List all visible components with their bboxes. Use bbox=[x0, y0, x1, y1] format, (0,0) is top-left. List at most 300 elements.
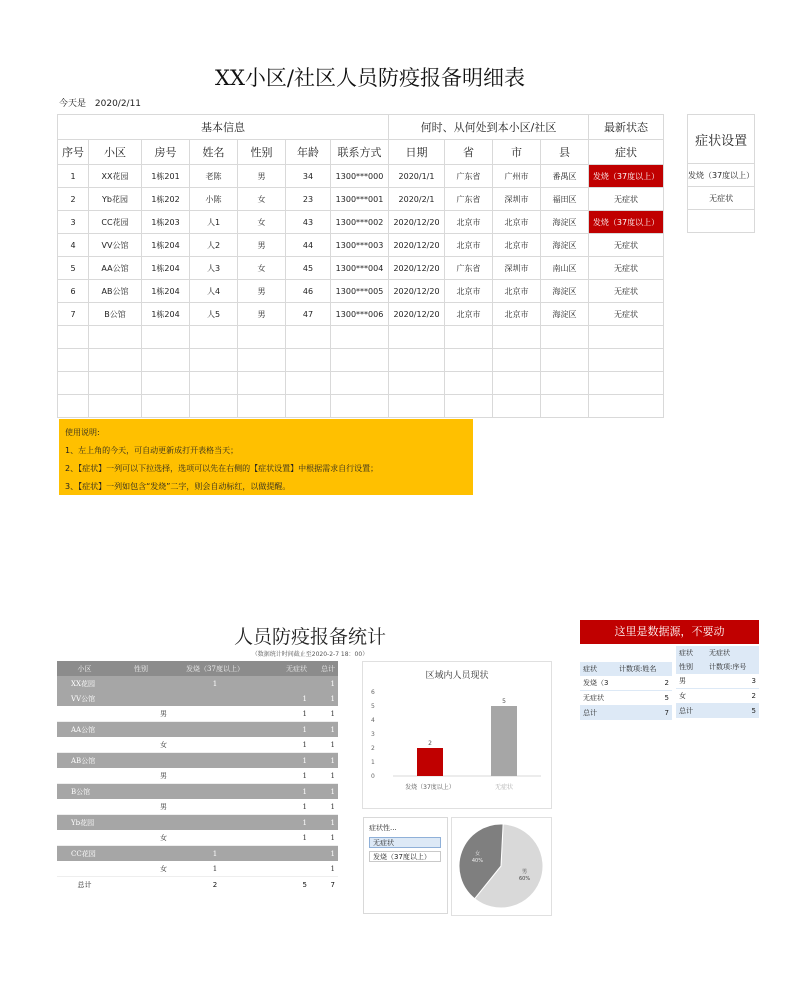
empty-cell[interactable] bbox=[58, 395, 89, 418]
pivot-cell: 1 bbox=[260, 815, 310, 831]
instructions-line: 3、【症状】一列如包含“发烧”二字，则会自动标红，以做提醒。 bbox=[65, 482, 291, 491]
empty-cell[interactable] bbox=[142, 395, 190, 418]
pivot-group-row bbox=[57, 815, 338, 831]
empty-cell[interactable] bbox=[190, 372, 238, 395]
chart-title: 区域内人员现状 bbox=[425, 671, 489, 681]
empty-cell[interactable] bbox=[58, 372, 89, 395]
stats-title: 人员防疫报备统计 bbox=[233, 626, 386, 648]
pivot-cell: 1 bbox=[310, 722, 338, 738]
pivot-cell bbox=[170, 784, 260, 800]
pivot-cell bbox=[170, 799, 260, 815]
table-row bbox=[58, 165, 664, 188]
pivot-cell: AB公馆 bbox=[57, 753, 112, 769]
src-total: 总计 bbox=[580, 706, 616, 721]
pivot-cell bbox=[170, 815, 260, 831]
today-row bbox=[59, 96, 141, 109]
table-cell[interactable]: 44 bbox=[286, 234, 331, 257]
pivot-cell bbox=[170, 768, 260, 784]
column-header: 姓名 bbox=[190, 140, 238, 165]
table-cell[interactable]: 北京市 bbox=[493, 234, 541, 257]
slicer-item[interactable]: 发烧（37度以上） bbox=[369, 851, 441, 862]
pivot-cell: 男 bbox=[112, 706, 170, 722]
table-cell[interactable]: 1栋204 bbox=[142, 303, 190, 326]
symptom-option-empty[interactable] bbox=[688, 210, 755, 233]
empty-cell[interactable] bbox=[190, 349, 238, 372]
empty-cell[interactable] bbox=[89, 349, 142, 372]
pivot-item-row bbox=[57, 737, 338, 753]
table-cell[interactable]: 男 bbox=[238, 165, 286, 188]
table-cell[interactable]: 人4 bbox=[190, 280, 238, 303]
empty-cell[interactable] bbox=[589, 395, 664, 418]
table-cell[interactable]: 海淀区 bbox=[541, 303, 589, 326]
pivot-cell bbox=[260, 861, 310, 877]
empty-cell[interactable] bbox=[445, 349, 493, 372]
symptom-cell[interactable]: 无症状 bbox=[589, 257, 664, 280]
table-cell[interactable]: Yb花园 bbox=[89, 188, 142, 211]
table-cell[interactable]: 34 bbox=[286, 165, 331, 188]
pivot-cell: 1 bbox=[170, 846, 260, 862]
pivot-group-row bbox=[57, 722, 338, 738]
pivot-cell: 1 bbox=[310, 799, 338, 815]
pivot-cell bbox=[112, 691, 170, 706]
table-cell[interactable]: 广州市 bbox=[493, 165, 541, 188]
table-cell[interactable]: 海淀区 bbox=[541, 280, 589, 303]
table-cell[interactable]: 男 bbox=[238, 303, 286, 326]
pivot-item-row bbox=[57, 830, 338, 846]
pivot-cell: 1 bbox=[260, 737, 310, 753]
table-cell[interactable]: VV公馆 bbox=[89, 234, 142, 257]
table-cell[interactable]: AB公馆 bbox=[89, 280, 142, 303]
table-cell[interactable]: CC花园 bbox=[89, 211, 142, 234]
table-cell[interactable]: 北京市 bbox=[445, 211, 493, 234]
empty-cell[interactable] bbox=[445, 395, 493, 418]
pivot-total-cell: 总计 bbox=[57, 877, 112, 893]
empty-row bbox=[58, 349, 664, 372]
empty-cell[interactable] bbox=[589, 326, 664, 349]
pivot-cell bbox=[57, 768, 112, 784]
pivot-cell: 1 bbox=[260, 691, 310, 706]
table-cell[interactable]: 北京市 bbox=[493, 303, 541, 326]
table-cell[interactable]: 1300***002 bbox=[331, 211, 389, 234]
empty-cell[interactable] bbox=[541, 349, 589, 372]
pivot-cell: AA公馆 bbox=[57, 722, 112, 738]
table-row bbox=[58, 257, 664, 280]
bar-chart bbox=[363, 662, 551, 808]
table-cell[interactable]: 5 bbox=[58, 257, 89, 280]
pivot-cell: 1 bbox=[260, 784, 310, 800]
pivot-cell: 1 bbox=[310, 768, 338, 784]
detail-title: XX小区/社区人员防疫报备明细表 bbox=[215, 66, 525, 90]
symptom-cell[interactable]: 无症状 bbox=[589, 188, 664, 211]
table-cell[interactable]: 2020/1/1 bbox=[389, 165, 445, 188]
pivot-cell bbox=[57, 830, 112, 846]
empty-cell[interactable] bbox=[541, 326, 589, 349]
pivot-cell: 女 bbox=[112, 861, 170, 877]
empty-cell[interactable] bbox=[58, 349, 89, 372]
pivot-header: 无症状 bbox=[260, 661, 310, 676]
pivot-cell: 1 bbox=[310, 706, 338, 722]
src-cell: 2 bbox=[616, 676, 672, 691]
empty-cell[interactable] bbox=[142, 349, 190, 372]
src-filter: 无症状 bbox=[706, 646, 759, 660]
empty-cell[interactable] bbox=[238, 349, 286, 372]
group-header-status: 最新状态 bbox=[589, 115, 664, 140]
pivot-item-row bbox=[57, 706, 338, 722]
table-cell[interactable]: 老陈 bbox=[190, 165, 238, 188]
pivot-cell: 1 bbox=[310, 846, 338, 862]
table-cell[interactable]: 1栋204 bbox=[142, 234, 190, 257]
table-cell[interactable]: 北京市 bbox=[445, 234, 493, 257]
pivot-cell bbox=[57, 799, 112, 815]
instructions-line: 1、左上角的今天，可自动更新成打开表格当天； bbox=[65, 446, 239, 455]
pivot-cell bbox=[112, 722, 170, 738]
src-header: 计数项:序号 bbox=[706, 660, 759, 674]
empty-cell[interactable] bbox=[286, 395, 331, 418]
pivot-header: 发烧（37度以上） bbox=[170, 661, 260, 676]
symptom-settings-table bbox=[687, 114, 755, 233]
pivot-cell: 1 bbox=[310, 691, 338, 706]
pivot-cell bbox=[170, 737, 260, 753]
table-cell[interactable]: 1 bbox=[58, 165, 89, 188]
y-tick-label: 6 bbox=[371, 689, 375, 696]
table-cell[interactable]: 北京市 bbox=[493, 211, 541, 234]
src-header: 性别 bbox=[676, 660, 706, 674]
pivot-cell: B公馆 bbox=[57, 784, 112, 800]
table-row bbox=[58, 234, 664, 257]
pivot-cell: 男 bbox=[112, 799, 170, 815]
group-header-travel: 何时、从何处到本小区/社区 bbox=[389, 115, 589, 140]
empty-row bbox=[58, 395, 664, 418]
symptom-cell[interactable]: 无症状 bbox=[589, 280, 664, 303]
group-header-basic: 基本信息 bbox=[58, 115, 389, 140]
table-cell[interactable]: 北京市 bbox=[493, 280, 541, 303]
table-cell[interactable]: 1栋204 bbox=[142, 280, 190, 303]
empty-cell[interactable] bbox=[493, 372, 541, 395]
table-cell[interactable]: 女 bbox=[238, 188, 286, 211]
table-cell[interactable]: 1300***000 bbox=[331, 165, 389, 188]
pivot-cell: 1 bbox=[260, 753, 310, 769]
table-cell[interactable]: 4 bbox=[58, 234, 89, 257]
empty-cell[interactable] bbox=[389, 395, 445, 418]
bar[interactable] bbox=[491, 706, 517, 776]
pivot-cell: 1 bbox=[260, 768, 310, 784]
table-cell[interactable]: 北京市 bbox=[445, 303, 493, 326]
column-header: 房号 bbox=[142, 140, 190, 165]
table-cell[interactable]: 2020/12/20 bbox=[389, 234, 445, 257]
pivot-cell: CC花园 bbox=[57, 846, 112, 862]
table-cell[interactable]: XX花园 bbox=[89, 165, 142, 188]
empty-cell[interactable] bbox=[331, 326, 389, 349]
symptom-cell[interactable]: 无症状 bbox=[589, 234, 664, 257]
pivot-table bbox=[57, 661, 338, 892]
src-filter: 症状 bbox=[676, 646, 706, 660]
table-cell[interactable]: 南山区 bbox=[541, 257, 589, 280]
pivot-item-row bbox=[57, 799, 338, 815]
table-cell[interactable]: 3 bbox=[58, 211, 89, 234]
data-label: 2 bbox=[428, 740, 432, 747]
pivot-cell bbox=[57, 737, 112, 753]
symptom-source-table bbox=[580, 662, 672, 720]
empty-cell[interactable] bbox=[445, 372, 493, 395]
column-header: 性别 bbox=[238, 140, 286, 165]
column-header: 序号 bbox=[58, 140, 89, 165]
table-cell[interactable]: 1栋204 bbox=[142, 257, 190, 280]
src-cell: 2 bbox=[706, 689, 759, 704]
pivot-total-cell: 7 bbox=[310, 877, 338, 893]
empty-cell[interactable] bbox=[331, 349, 389, 372]
table-cell[interactable]: 2020/12/20 bbox=[389, 303, 445, 326]
pivot-cell: 1 bbox=[310, 815, 338, 831]
table-cell[interactable]: 43 bbox=[286, 211, 331, 234]
pivot-cell bbox=[170, 722, 260, 738]
column-header: 县 bbox=[541, 140, 589, 165]
empty-cell[interactable] bbox=[286, 326, 331, 349]
pie-chart-card[interactable] bbox=[451, 817, 552, 916]
pivot-cell: 1 bbox=[260, 830, 310, 846]
pivot-cell: 1 bbox=[170, 861, 260, 877]
src-total: 7 bbox=[616, 706, 672, 721]
pivot-header: 小区 bbox=[57, 661, 112, 676]
empty-cell[interactable] bbox=[331, 372, 389, 395]
pivot-cell: 1 bbox=[310, 676, 338, 691]
table-cell[interactable]: 福田区 bbox=[541, 188, 589, 211]
empty-cell[interactable] bbox=[142, 372, 190, 395]
empty-cell[interactable] bbox=[190, 326, 238, 349]
empty-cell[interactable] bbox=[58, 326, 89, 349]
table-cell[interactable]: 1300***001 bbox=[331, 188, 389, 211]
column-header: 年龄 bbox=[286, 140, 331, 165]
table-cell[interactable]: 海淀区 bbox=[541, 234, 589, 257]
empty-cell[interactable] bbox=[142, 326, 190, 349]
pivot-cell: 1 bbox=[260, 706, 310, 722]
pivot-total-cell: 5 bbox=[260, 877, 310, 893]
pivot-cell bbox=[260, 676, 310, 691]
src-cell: 女 bbox=[676, 689, 706, 704]
table-cell[interactable]: 1300***004 bbox=[331, 257, 389, 280]
pivot-cell: 女 bbox=[112, 830, 170, 846]
symptom-cell[interactable]: 无症状 bbox=[589, 303, 664, 326]
pivot-cell: 1 bbox=[310, 784, 338, 800]
symptom-settings-title: 症状设置 bbox=[688, 115, 755, 164]
pivot-cell: 1 bbox=[310, 861, 338, 877]
table-cell[interactable]: 2020/2/1 bbox=[389, 188, 445, 211]
src-total: 总计 bbox=[676, 704, 706, 719]
y-tick-label: 4 bbox=[371, 717, 375, 724]
pivot-cell: 1 bbox=[260, 722, 310, 738]
pivot-total-cell: 2 bbox=[170, 877, 260, 893]
symptom-option[interactable]: 无症状 bbox=[688, 187, 755, 210]
empty-cell[interactable] bbox=[238, 372, 286, 395]
pivot-cell bbox=[112, 753, 170, 769]
table-cell[interactable]: 2020/12/20 bbox=[389, 257, 445, 280]
empty-cell[interactable] bbox=[89, 395, 142, 418]
pivot-cell bbox=[170, 706, 260, 722]
pivot-cell: XX花园 bbox=[57, 676, 112, 691]
pivot-cell bbox=[112, 846, 170, 862]
table-cell[interactable]: 小陈 bbox=[190, 188, 238, 211]
pivot-cell bbox=[57, 706, 112, 722]
symptom-slicer bbox=[363, 817, 448, 914]
src-total: 5 bbox=[706, 704, 759, 719]
pivot-cell: 1 bbox=[310, 753, 338, 769]
table-cell[interactable]: 23 bbox=[286, 188, 331, 211]
table-cell[interactable]: 45 bbox=[286, 257, 331, 280]
table-cell[interactable]: 女 bbox=[238, 257, 286, 280]
instructions-line: 2、【症状】一列可以下拉选择，选项可以先在右侧的【症状设置】中根据需求自行设置； bbox=[65, 464, 379, 473]
gender-source-table bbox=[676, 646, 759, 718]
table-cell[interactable]: 人2 bbox=[190, 234, 238, 257]
stats-subtitle: （数据统计时间截止至2020-2-7 18：00） bbox=[251, 651, 369, 658]
empty-cell[interactable] bbox=[238, 395, 286, 418]
table-row bbox=[58, 303, 664, 326]
table-row bbox=[58, 280, 664, 303]
table-cell[interactable]: 海淀区 bbox=[541, 211, 589, 234]
src-header: 症状 bbox=[580, 662, 616, 676]
pivot-cell: 1 bbox=[310, 830, 338, 846]
symptom-cell[interactable]: 发烧（37度以上） bbox=[589, 165, 664, 188]
pivot-cell bbox=[112, 676, 170, 691]
table-cell[interactable]: B公馆 bbox=[89, 303, 142, 326]
table-cell[interactable]: 1300***006 bbox=[331, 303, 389, 326]
table-cell[interactable]: 男 bbox=[238, 234, 286, 257]
table-cell[interactable]: 7 bbox=[58, 303, 89, 326]
table-cell[interactable]: AA公馆 bbox=[89, 257, 142, 280]
table-cell[interactable]: 47 bbox=[286, 303, 331, 326]
pivot-cell: 1 bbox=[260, 799, 310, 815]
slicer-item[interactable]: 无症状 bbox=[369, 837, 441, 848]
pivot-cell: Yb花园 bbox=[57, 815, 112, 831]
empty-cell[interactable] bbox=[493, 395, 541, 418]
table-row bbox=[58, 211, 664, 234]
pivot-cell bbox=[57, 861, 112, 877]
empty-cell[interactable] bbox=[89, 326, 142, 349]
empty-cell[interactable] bbox=[493, 326, 541, 349]
category-label: 发烧（37度以上） bbox=[405, 784, 455, 791]
empty-cell[interactable] bbox=[89, 372, 142, 395]
table-cell[interactable]: 6 bbox=[58, 280, 89, 303]
pivot-header: 总计 bbox=[310, 661, 338, 676]
table-cell[interactable]: 2020/12/20 bbox=[389, 211, 445, 234]
src-header: 计数项:姓名 bbox=[616, 662, 672, 676]
src-cell: 发烧（3 bbox=[580, 676, 616, 691]
src-cell: 无症状 bbox=[580, 691, 616, 706]
symptom-cell[interactable]: 发烧（37度以上） bbox=[589, 211, 664, 234]
today-label: 今天是 bbox=[59, 99, 87, 109]
y-tick-label: 5 bbox=[371, 703, 375, 710]
table-cell[interactable]: 广东省 bbox=[445, 165, 493, 188]
empty-row bbox=[58, 372, 664, 395]
slicer-title: 症状性... bbox=[369, 824, 397, 832]
y-tick-label: 0 bbox=[371, 773, 375, 780]
pivot-total-cell bbox=[112, 877, 170, 893]
pivot-cell bbox=[170, 691, 260, 706]
empty-cell[interactable] bbox=[389, 372, 445, 395]
pivot-cell: VV公馆 bbox=[57, 691, 112, 706]
pivot-group-row bbox=[57, 691, 338, 706]
table-cell[interactable]: 北京市 bbox=[445, 280, 493, 303]
table-cell[interactable]: 人5 bbox=[190, 303, 238, 326]
column-header: 小区 bbox=[89, 140, 142, 165]
instructions-box bbox=[59, 419, 473, 495]
empty-cell[interactable] bbox=[493, 349, 541, 372]
pie-label: 男 60% bbox=[518, 868, 531, 882]
table-cell[interactable]: 深圳市 bbox=[493, 257, 541, 280]
empty-cell[interactable] bbox=[541, 395, 589, 418]
empty-cell[interactable] bbox=[286, 349, 331, 372]
data-label: 5 bbox=[502, 698, 506, 705]
bar[interactable] bbox=[417, 748, 443, 776]
category-label: 无症状 bbox=[494, 784, 514, 791]
empty-cell[interactable] bbox=[331, 395, 389, 418]
pivot-cell: 1 bbox=[170, 676, 260, 691]
pivot-group-row bbox=[57, 784, 338, 800]
pivot-cell bbox=[260, 846, 310, 862]
table-cell[interactable]: 1栋203 bbox=[142, 211, 190, 234]
pivot-group-row bbox=[57, 846, 338, 862]
pivot-item-row bbox=[57, 768, 338, 784]
pivot-cell bbox=[112, 815, 170, 831]
table-cell[interactable]: 广东省 bbox=[445, 188, 493, 211]
bar-chart-card[interactable] bbox=[362, 661, 552, 809]
today-value[interactable]: 2020/2/11 bbox=[94, 99, 142, 109]
pivot-cell bbox=[170, 753, 260, 769]
pie-label: 女 40% bbox=[471, 851, 484, 865]
pivot-group-row bbox=[57, 753, 338, 769]
empty-cell[interactable] bbox=[389, 326, 445, 349]
detail-table bbox=[57, 114, 664, 418]
empty-cell[interactable] bbox=[238, 326, 286, 349]
table-cell[interactable]: 深圳市 bbox=[493, 188, 541, 211]
src-cell: 3 bbox=[706, 674, 759, 689]
column-header: 症状 bbox=[589, 140, 664, 165]
symptom-option[interactable]: 发烧（37度以上） bbox=[688, 164, 755, 187]
table-cell[interactable]: 男 bbox=[238, 280, 286, 303]
empty-cell[interactable] bbox=[286, 372, 331, 395]
pivot-total-row bbox=[57, 877, 338, 893]
empty-cell[interactable] bbox=[541, 372, 589, 395]
src-cell: 男 bbox=[676, 674, 706, 689]
table-cell[interactable]: 广东省 bbox=[445, 257, 493, 280]
table-cell[interactable]: 女 bbox=[238, 211, 286, 234]
pivot-group-row bbox=[57, 676, 338, 691]
table-cell[interactable]: 番禺区 bbox=[541, 165, 589, 188]
pivot-cell bbox=[112, 784, 170, 800]
pivot-item-row bbox=[57, 861, 338, 877]
table-cell[interactable]: 2 bbox=[58, 188, 89, 211]
pivot-header: 性别 bbox=[112, 661, 170, 676]
table-cell[interactable]: 2020/12/20 bbox=[389, 280, 445, 303]
pivot-cell: 男 bbox=[112, 768, 170, 784]
column-header: 联系方式 bbox=[331, 140, 389, 165]
empty-cell[interactable] bbox=[389, 349, 445, 372]
pivot-cell bbox=[170, 830, 260, 846]
y-tick-label: 2 bbox=[371, 745, 375, 752]
empty-cell[interactable] bbox=[190, 395, 238, 418]
y-tick-label: 3 bbox=[371, 731, 375, 738]
empty-cell[interactable] bbox=[445, 326, 493, 349]
empty-cell[interactable] bbox=[589, 349, 664, 372]
pivot-cell: 女 bbox=[112, 737, 170, 753]
table-cell[interactable]: 1300***005 bbox=[331, 280, 389, 303]
table-cell[interactable]: 人1 bbox=[190, 211, 238, 234]
table-cell[interactable]: 1栋201 bbox=[142, 165, 190, 188]
table-cell[interactable]: 1300***003 bbox=[331, 234, 389, 257]
table-cell[interactable]: 1栋202 bbox=[142, 188, 190, 211]
table-cell[interactable]: 46 bbox=[286, 280, 331, 303]
table-cell[interactable]: 人3 bbox=[190, 257, 238, 280]
empty-cell[interactable] bbox=[589, 372, 664, 395]
src-cell: 5 bbox=[616, 691, 672, 706]
